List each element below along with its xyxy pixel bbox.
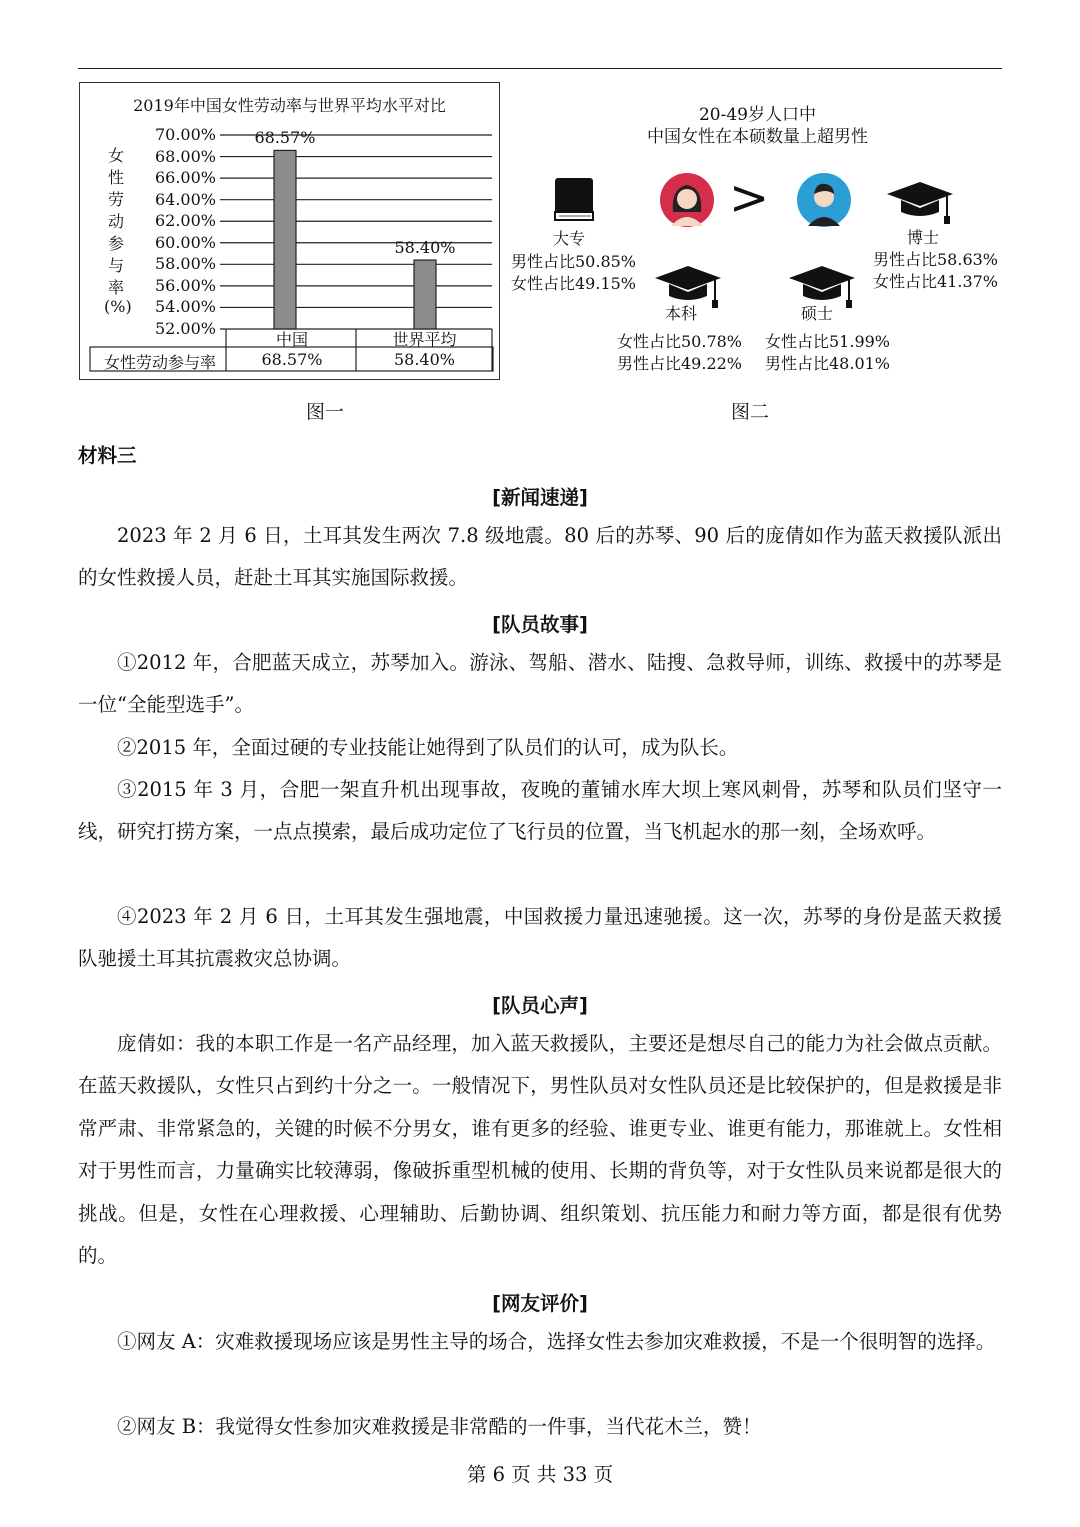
y-label-char: 与 [107, 256, 124, 275]
paragraph-voice: 庞倩如：我的本职工作是一名产品经理，加入蓝天救援队，主要还是想尽自己的能力为社会做点贡献。在蓝天救援队，女性只占到约十分之一。一般情况下，男性队员对女性队员还是比较保护的，但是救援是非常严肃、非常紧急的，关键的时候不分男女，谁有更多的经验、谁更专业、谁更有能力，那谁就上。女性相对于男性而言，力量确实比较薄弱，像破拆重型机械的使用、长期的背负等，对于女性队员来说都是很大的挑战。但是，女性在心理救援、心理辅助、后勤协调、组织策划、抗压能力和耐力等方面，都是很有优势的。 [78, 1032, 1002, 1268]
shuoshi-line1: 女性占比51.99% [765, 332, 891, 351]
paragraph-story-4: ④2023 年 2 月 6 日，土耳其发生强地震，中国救援力量迅速驰援。这一次，苏琴的身份是蓝天救援队驰援土耳其抗震救灾总协调。 [78, 905, 1002, 971]
y-label-char: 女 [107, 146, 124, 165]
bar-1 [414, 260, 436, 329]
book-icon [549, 174, 597, 224]
graduation-cap-icon-phd [885, 178, 955, 226]
paragraph-news: 2023 年 2 月 6 日，土耳其发生两次 7.8 级地震。80 后的苏琴、90 后的庞倩如作为蓝天救援队派出的女性救援人员，赶赴土耳其实施国际救援。 [78, 524, 1002, 590]
y-label-char: 动 [107, 212, 124, 231]
heading-comment: [网友评价] [492, 1292, 588, 1315]
fig2-title-line1: 20-49岁人口中 [698, 105, 816, 125]
y-tick-label: 62.00% [154, 211, 216, 231]
shuoshi-line2: 男性占比48.01% [765, 354, 891, 373]
y-tick-label: 58.00% [154, 254, 216, 274]
y-tick-label: 64.00% [154, 189, 216, 209]
y-tick-label: 56.00% [154, 275, 216, 295]
chart-title: 2019年中国女性劳动率与世界平均水平对比 [133, 96, 446, 115]
figure2-caption: 图二 [731, 401, 770, 423]
fig2-title-line2: 中国女性在本硕数量上超男性 [647, 127, 868, 147]
figure1-chart [79, 82, 500, 380]
benke-line1: 女性占比50.78% [617, 332, 743, 351]
y-label-char: 率 [107, 278, 124, 297]
bar-0 [274, 150, 296, 329]
greater-than-symbol: > [729, 170, 770, 226]
table-cell-world: 58.40% [393, 350, 455, 369]
benke-line2: 男性占比49.22% [617, 354, 743, 373]
paragraph-story-1: ①2012 年，合肥蓝天成立，苏琴加入。游泳、驾船、潜水、陆搜、急救导师，训练、救援中的苏琴是一位“全能型选手”。 [78, 651, 1002, 717]
y-label-char: (%) [104, 297, 132, 316]
table-cell-china: 68.57% [261, 350, 323, 369]
paragraph-comment-1: ①网友 A：灾难救援现场应该是男性主导的场合，选择女性去参加灾难救援，不是一个很明智的选择。 [117, 1330, 996, 1353]
female-avatar-icon [659, 172, 715, 228]
data-label: 68.57% [254, 128, 316, 148]
heading-story: [队员故事] [492, 613, 588, 636]
y-tick-label: 68.00% [154, 146, 216, 166]
y-label-char: 性 [107, 168, 124, 187]
y-tick-label: 54.00% [154, 297, 216, 317]
y-tick-label: 60.00% [154, 232, 216, 252]
top-rule [78, 68, 1002, 69]
figure1-caption: 图一 [306, 401, 345, 423]
dazhuan-line1: 男性占比50.85% [511, 252, 637, 271]
y-label-char: 劳 [107, 190, 124, 209]
dazhuan-line2: 女性占比49.15% [511, 274, 637, 293]
data-label: 58.40% [394, 238, 456, 258]
dazhuan-name: 大专 [553, 229, 586, 248]
paragraph-story-3: ③2015 年 3 月，合肥一架直升机出现事故，夜晚的董铺水库大坝上寒风刺骨，苏琴和队员们坚守一线，研究打捞方案，一点点摸索，最后成功定位了飞行员的位置，当飞机起水的那一刻，全场欢呼。 [78, 778, 1002, 844]
boshi-name: 博士 [907, 228, 940, 247]
male-avatar-icon [796, 172, 852, 228]
y-tick-label: 66.00% [154, 168, 216, 188]
boshi-line1: 男性占比58.63% [873, 250, 999, 269]
heading-news: [新闻速递] [492, 486, 588, 509]
y-label-char: 参 [107, 234, 124, 253]
boshi-line2: 女性占比41.37% [873, 272, 999, 291]
page-footer: 第 6 页 共 33 页 [466, 1463, 614, 1486]
table-row-label: 女性劳动参与率 [103, 353, 216, 372]
figure2-infographic [505, 82, 1010, 382]
benke-name: 本科 [665, 304, 698, 323]
paragraph-story-2: ②2015 年，全面过硬的专业技能让她得到了队员们的认可，成为队长。 [117, 736, 739, 759]
section-title: 材料三 [78, 444, 137, 467]
category-label-world: 世界平均 [392, 330, 457, 349]
y-tick-label: 70.00% [154, 125, 216, 144]
paragraph-comment-2: ②网友 B：我觉得女性参加灾难救援是非常酷的一件事，当代花木兰，赞！ [117, 1415, 762, 1438]
heading-voice: [队员心声] [492, 994, 588, 1017]
category-label-china: 中国 [275, 330, 308, 349]
shuoshi-name: 硕士 [801, 304, 834, 323]
y-tick-label: 52.00% [154, 319, 216, 338]
